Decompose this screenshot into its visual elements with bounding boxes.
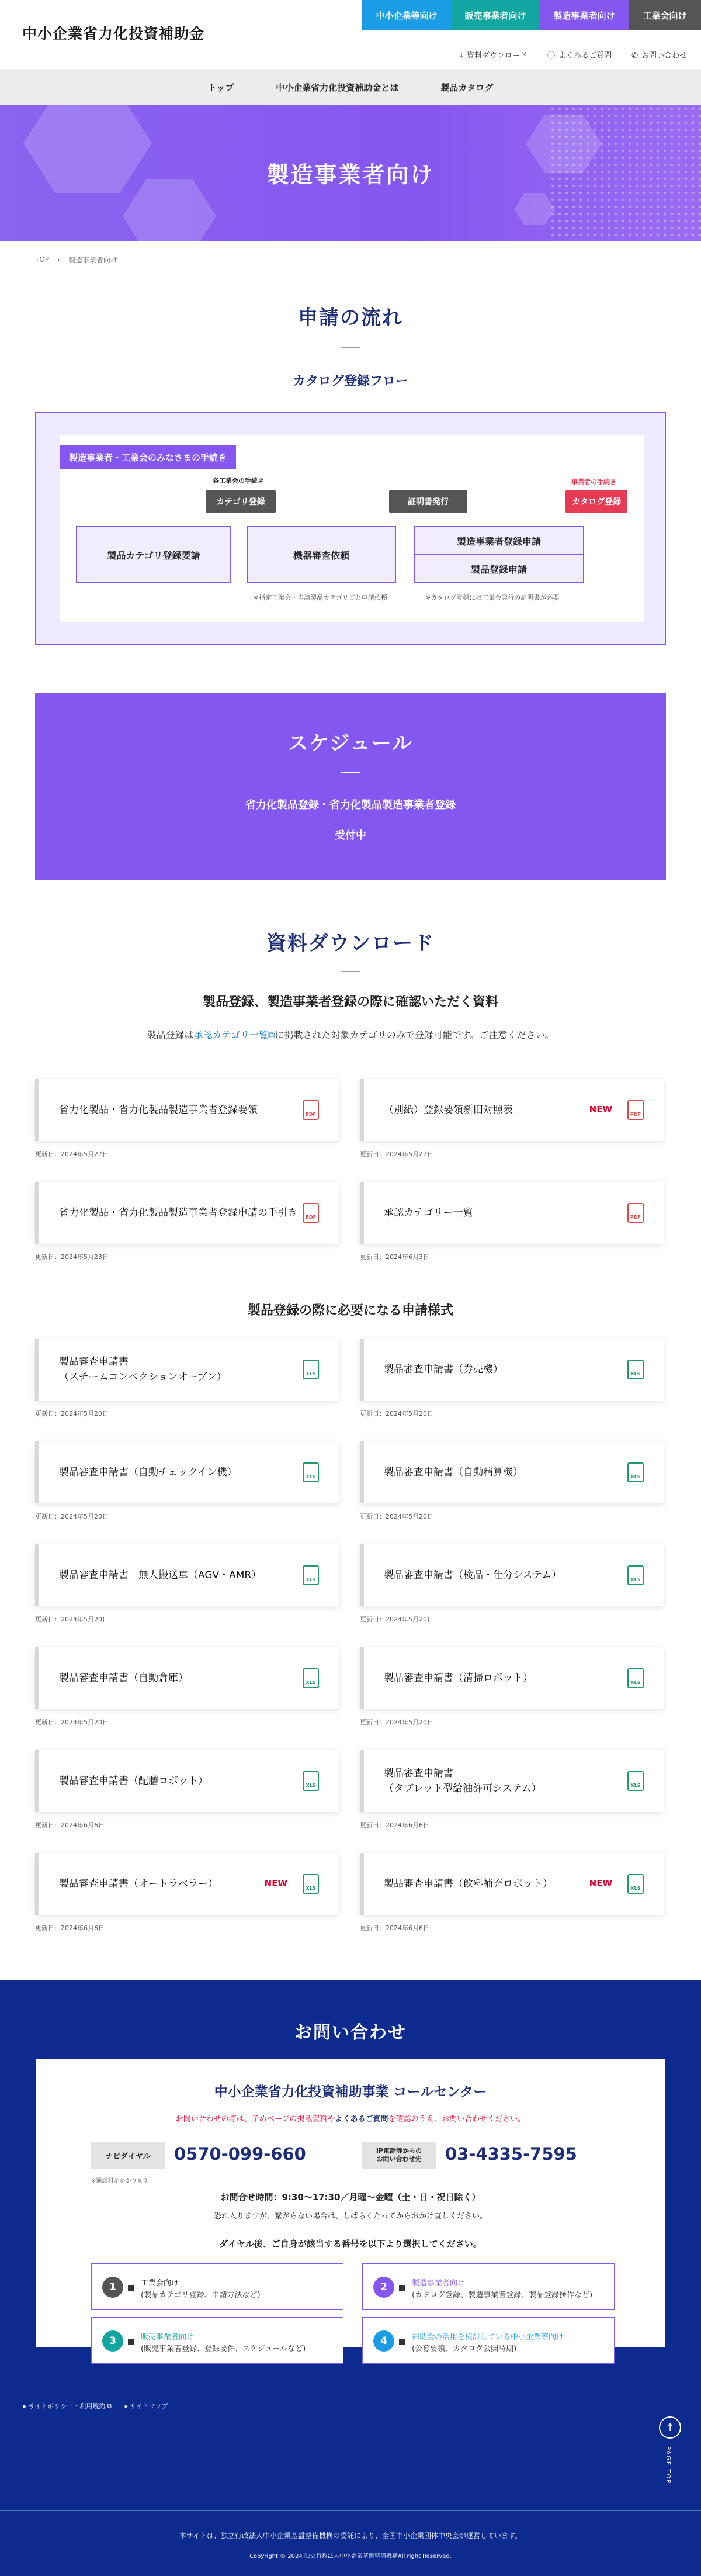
excel-icon: XLS (303, 1874, 319, 1894)
download-card[interactable] (35, 1339, 339, 1401)
group2-heading (0, 1301, 701, 1319)
excel-icon: XLS (627, 1462, 644, 1482)
phone-key-icon (128, 2339, 134, 2345)
update-date: 更新日：2024年6月6日 (35, 1821, 105, 1829)
update-date: 更新日：2024年5月27日 (360, 1150, 433, 1158)
pdf-icon: PDF (303, 1203, 319, 1223)
step-category-request: 製品カテゴリ登録要請 (76, 526, 231, 583)
hero-banner (0, 105, 701, 241)
sitemap-label: サイトマップ (130, 2402, 168, 2410)
ip-number[interactable]: 03-4335-7595 (445, 2144, 577, 2164)
download-card[interactable] (360, 1182, 664, 1244)
download-card-label: 製品審査申請書（飲料補充ロボット） (384, 1877, 553, 1890)
tab-manufacturer[interactable]: 製造事業者向け (540, 0, 629, 30)
download-card-label: 製品審査申請書（清掃ロボット） (384, 1672, 533, 1684)
flow-note-1: ※指定工業会・当該製品カテゴリごと申請依頼 (254, 594, 387, 601)
site-policy-label: サイトポリシー・利用規約 (29, 2402, 106, 2410)
excel-icon: XLS (627, 1874, 644, 1894)
pdf-icon: PDF (627, 1100, 644, 1120)
download-card-label: 製品審査申請書（オートラベラー） (59, 1877, 218, 1890)
download-card-label: 製品審査申請書（自動チェックイン機） (59, 1466, 237, 1478)
update-date: 更新日：2024年6月6日 (360, 1924, 429, 1932)
excel-icon: XLS (303, 1565, 319, 1585)
flow-title: 申請の流れ (298, 306, 403, 330)
flow-heading (0, 302, 701, 389)
site-logo[interactable]: 中小企業省力化投資補助金 (22, 25, 205, 42)
option-title: 補助金の活用を検討している中小企業等向け (412, 2333, 564, 2342)
flow-inner (60, 435, 644, 622)
schedule-line1: 省力化製品登録・省力化製品製造事業者登録 (245, 799, 456, 811)
assoc-note: 各工業会の手続き (213, 477, 264, 485)
option-description: (カタログ登録、製造事業者登録、製品登録操作など) (412, 2291, 593, 2300)
nav-top[interactable]: トップ (207, 82, 234, 93)
contact-guide: ダイヤル後、ご自身が該当する番号を以下より選択してください。 (219, 2239, 482, 2249)
excel-icon: XLS (303, 1668, 319, 1688)
option-number: 2 (373, 2277, 394, 2298)
call-center-name: 中小企業省力化投資補助事業 コールセンター (214, 2084, 487, 2100)
step-maker-registration: 製造事業者登録申請 (414, 526, 584, 555)
update-date: 更新日：2024年6月6日 (360, 1821, 429, 1829)
utility-links (460, 49, 687, 60)
schedule-divider (341, 772, 360, 773)
flow-subtitle: カタログ登録フロー (292, 374, 408, 389)
option-number: 4 (373, 2330, 394, 2352)
download-card-label: 承認カテゴリー一覧 (384, 1206, 473, 1219)
downloads-title: 資料ダウンロード (266, 932, 435, 955)
phone-key-icon (399, 2285, 405, 2291)
dial-option-2 (362, 2263, 615, 2310)
excel-icon: XLS (303, 1462, 319, 1482)
warn-pre: お問い合わせの際は、予めページの掲載資料や (175, 2115, 335, 2124)
tag-cert: 証明書発行 (389, 490, 467, 513)
downloads-heading (0, 927, 701, 1041)
audience-tabs (362, 0, 701, 30)
breadcrumb-current: 製造事業者向け (68, 255, 117, 264)
update-date: 更新日：2024年5月20日 (360, 1513, 433, 1520)
update-date: 更新日：2024年5月20日 (35, 1410, 109, 1417)
intro-post: に掲載された対象カテゴリのみで登録可能です。ご注意ください。 (275, 1029, 554, 1040)
site-policy-link[interactable]: ▸ サイトポリシー・利用規約 ⧉ (23, 2402, 112, 2410)
util-download-label: 資料ダウンロード (467, 51, 528, 60)
update-date: 更新日：2024年5月20日 (35, 1616, 109, 1623)
schedule-line2: 受付中 (335, 829, 366, 842)
footer-line1: 本サイトは、独立行政法人中小企業基盤整備機構の委託により、全国中小企業団体中央会が運営しています。 (179, 2532, 522, 2540)
dial-option-1 (91, 2263, 343, 2310)
flow-diagram (35, 412, 666, 645)
question-icon: ⓘ (547, 51, 556, 60)
warn-post: を確認のうえ、お問い合わせください。 (388, 2115, 526, 2124)
download-icon: ⤓ (460, 51, 464, 60)
excel-icon: XLS (627, 1565, 644, 1585)
step-product-registration: 製品登録申請 (414, 554, 584, 583)
call-center-box (36, 2059, 665, 2353)
excel-icon: XLS (303, 1360, 319, 1379)
tag-category: カテゴリ登録 (206, 490, 276, 513)
option-title: 製造事業者向け (412, 2279, 466, 2288)
navi-label: ナビダイヤル (91, 2142, 165, 2169)
download-card-label: （別紙）登録要領新旧対照表 (384, 1104, 513, 1116)
title-divider (341, 347, 360, 348)
sitemap-link[interactable]: ▸ サイトマップ (124, 2402, 168, 2410)
page-title: 製造事業者向け (266, 162, 435, 188)
download-card[interactable] (360, 1750, 664, 1812)
intro-link[interactable]: 承認カテゴリ一覧 (193, 1029, 268, 1040)
tab-vendor[interactable]: 販売事業者向け (451, 0, 540, 30)
option-number: 1 (102, 2277, 123, 2298)
intro-pre: 製品登録は (147, 1029, 194, 1040)
download-card-label: 省力化製品・省力化製品製造事業者登録申請の手引き (59, 1206, 297, 1219)
new-badge: NEW (589, 1104, 612, 1115)
title-divider (341, 971, 360, 972)
update-date: 更新日：2024年5月20日 (35, 1719, 109, 1726)
download-card-label: 製品審査申請書 （タブレット型給油許可システム） (384, 1767, 542, 1794)
download-card-label: 省力化製品・省力化製品製造事業者登録要領 (59, 1104, 258, 1116)
option-number: 3 (102, 2330, 123, 2352)
option-title: 工業会向け (141, 2279, 179, 2288)
new-badge: NEW (264, 1878, 287, 1889)
update-date: 更新日：2024年5月27日 (35, 1150, 109, 1158)
global-nav (0, 69, 701, 105)
option-description: (公募要領、カタログ公開時期) (412, 2345, 517, 2353)
site-header (0, 0, 701, 69)
copyright: Copyright © 2024 独立行政法人中小企業基盤整備機構All right Reserved. (249, 2553, 452, 2560)
download-card[interactable] (360, 1339, 664, 1401)
page-top-button[interactable] (659, 2416, 681, 2439)
maker-note: 事業者の手続き (571, 478, 616, 486)
ip-label: IP電話等からの お問い合わせ先 (362, 2142, 436, 2169)
download-card[interactable] (35, 1441, 339, 1503)
util-contact[interactable] (631, 49, 687, 60)
new-badge: NEW (589, 1878, 612, 1889)
footer-links (23, 2401, 168, 2411)
call-fee-note: ※通話料がかかります (91, 2178, 149, 2184)
breadcrumb-top[interactable]: TOP (35, 255, 50, 264)
pdf-icon: PDF (627, 1203, 644, 1223)
download-card-label: 製品審査申請書 （スチームコンベクションオーブン） (59, 1356, 227, 1383)
update-date: 更新日：2024年6月3日 (360, 1253, 429, 1261)
schedule-title: スケジュール (288, 732, 413, 755)
breadcrumb (0, 241, 701, 278)
dial-option-4 (362, 2317, 615, 2364)
download-card-label: 製品審査申請書（検品・仕分システム） (384, 1569, 562, 1581)
flow-note-2: ※カタログ登録には工業会発行の証明書が必要 (425, 594, 560, 601)
excel-icon: XLS (627, 1668, 644, 1688)
download-card[interactable] (35, 1182, 339, 1244)
page-top-label: PAGE TOP (665, 2446, 671, 2485)
site-footer (0, 2510, 701, 2576)
nav-catalog[interactable]: 製品カタログ (440, 82, 494, 93)
download-card-label: 製品審査申請書 無人搬送車（AGV・AMR） (59, 1569, 262, 1581)
update-date: 更新日：2024年6月6日 (35, 1924, 105, 1932)
download-card-label: 製品審査申請書（配膳ロボット） (59, 1775, 208, 1787)
download-card[interactable] (360, 1544, 664, 1606)
flow-box-label: 製造事業者・工業会のみなさまの手続き (60, 445, 236, 469)
contact-warning (36, 2112, 665, 2124)
navi-number[interactable]: 0570-099-660 (174, 2144, 306, 2164)
tag-catalog: カタログ登録 (565, 490, 627, 513)
downloads-intro (0, 1028, 701, 1041)
phone-key-icon (128, 2285, 134, 2291)
download-card[interactable] (35, 1647, 339, 1709)
pdf-icon: PDF (303, 1100, 319, 1120)
tab-association[interactable]: 工業会向け (629, 0, 701, 30)
util-faq[interactable] (547, 49, 612, 60)
group2-title: 製品登録の際に必要になる申請様式 (247, 1303, 453, 1318)
nav-about[interactable]: 中小企業省力化投資補助金とは (276, 82, 399, 93)
download-card[interactable] (35, 1544, 339, 1606)
download-card[interactable] (360, 1853, 664, 1915)
phone-icon: ✆ (631, 51, 638, 60)
download-card[interactable] (35, 1750, 339, 1812)
contact-hours: お問合せ時間：9:30〜17:30／月曜〜金曜（土・日・祝日除く） (220, 2192, 481, 2202)
dial-option-3 (91, 2317, 343, 2364)
download-card[interactable] (35, 1079, 339, 1141)
download-card-label: 製品審査申請書（自動精算機） (384, 1466, 523, 1478)
update-date: 更新日：2024年5月20日 (360, 1410, 433, 1417)
faq-link[interactable]: よくあるご質問 (335, 2115, 388, 2124)
option-title: 販売事業者向け (141, 2333, 195, 2342)
download-card-label: 製品審査申請書（券売機） (384, 1363, 503, 1375)
download-card[interactable] (360, 1647, 664, 1709)
contact-section (0, 1980, 701, 2510)
contact-busy: 恐れ入りますが、繋がらない場合は、しばらくたってからおかけ直しください。 (213, 2212, 487, 2221)
external-link-icon: ⧉ (268, 1029, 275, 1040)
phone-key-icon (399, 2339, 405, 2345)
arrow-up-icon: ↑ (665, 2421, 675, 2434)
download-card[interactable] (360, 1079, 664, 1141)
option-description: (販売事業者登録、登録要件、スケジュールなど) (141, 2345, 306, 2353)
excel-icon: XLS (303, 1771, 319, 1791)
download-card-label: 製品審査申請書（自動倉庫） (59, 1672, 188, 1684)
chevron-right-icon: › (57, 255, 60, 264)
util-contact-label: お問い合わせ (641, 51, 687, 60)
tab-sme[interactable]: 中小企業等向け (362, 0, 451, 30)
update-date: 更新日：2024年5月23日 (35, 1253, 109, 1261)
download-card[interactable] (360, 1441, 664, 1503)
contact-title: お問い合わせ (294, 2022, 407, 2043)
util-faq-label: よくあるご質問 (558, 51, 612, 60)
download-card[interactable] (35, 1853, 339, 1915)
update-date: 更新日：2024年5月20日 (35, 1513, 109, 1520)
step-device-review: 機器審査依頼 (247, 526, 396, 583)
update-date: 更新日：2024年5月20日 (360, 1719, 433, 1726)
option-description: (製品カテゴリ登録、申請方法など) (141, 2291, 261, 2300)
excel-icon: XLS (627, 1771, 644, 1791)
util-download[interactable] (460, 49, 528, 60)
excel-icon: XLS (627, 1360, 644, 1379)
schedule-section (35, 693, 666, 880)
update-date: 更新日：2024年5月20日 (360, 1616, 433, 1623)
group1-title: 製品登録、製造事業者登録の際に確認いただく資料 (202, 995, 498, 1009)
